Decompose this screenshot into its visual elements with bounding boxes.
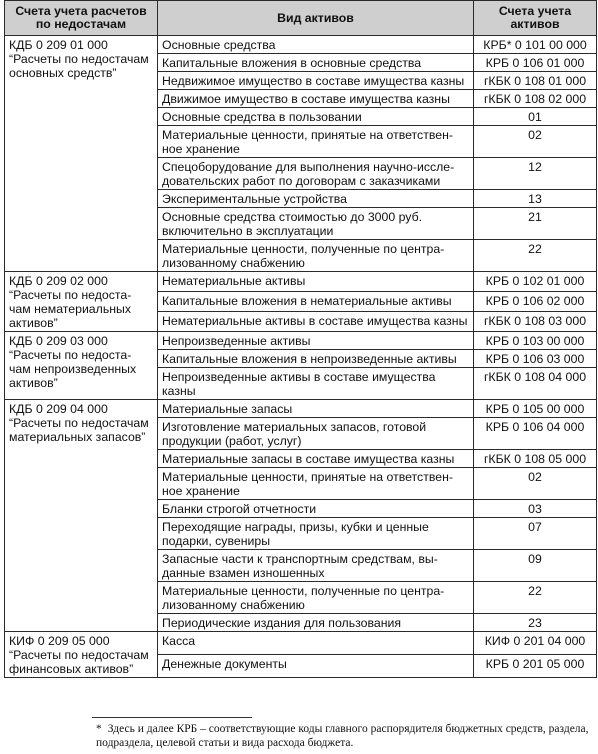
asset-type-cell: Нематериальные активы — [158, 272, 474, 292]
asset-type-cell: Денежные документы — [158, 655, 474, 678]
asset-type-cell: Нематериальные активы в составе имущества казны — [158, 312, 474, 332]
asset-account-cell: 22 — [474, 240, 597, 272]
account-code: КИФ 0 209 05 000 — [9, 634, 110, 648]
asset-type-cell: Непроизведенные активы в составе имущества казны — [158, 368, 474, 400]
asset-account-cell: КРБ 0 106 01 000 — [474, 54, 597, 72]
account-name: “Расчеты по недостачам материальных запасов” — [9, 416, 149, 444]
asset-type-cell: Экспериментальные устройства — [158, 190, 474, 208]
footnote-mark: * — [96, 723, 102, 735]
table-row — [5, 332, 597, 350]
asset-type-cell: Материальные запасы в составе имущества казны — [158, 450, 474, 468]
asset-type-cell: Касса — [158, 632, 474, 655]
asset-type-cell: Основные средства — [158, 36, 474, 54]
asset-type-cell: Материальные ценности, принятые на ответствен-ное хранение — [158, 468, 474, 500]
asset-account-cell: 09 — [474, 550, 597, 582]
asset-account-cell: КРБ 0 106 04 000 — [474, 418, 597, 450]
account-name: “Расчеты по недостачам финансовых активов” — [9, 648, 149, 676]
asset-account-cell: 02 — [474, 126, 597, 158]
asset-type-cell: Капитальные вложения в нематериальные активы — [158, 292, 474, 312]
asset-type-cell: Бланки строгой отчетности — [158, 500, 474, 518]
asset-type-cell: Запасные части к транспортным средствам, вы-данные взамен изношенных — [158, 550, 474, 582]
account-code: КДБ 0 209 01 000 — [9, 38, 108, 52]
asset-account-cell: 03 — [474, 500, 597, 518]
asset-account-cell: гКБК 0 108 04 000 — [474, 368, 597, 400]
asset-type-cell: Основные средства в пользовании — [158, 108, 474, 126]
asset-type-cell: Изготовление материальных запасов, готовой продукции (работ, услуг) — [158, 418, 474, 450]
account-cell — [5, 272, 158, 332]
asset-account-cell: КРБ 0 106 03 000 — [474, 350, 597, 368]
table-row — [5, 272, 597, 292]
footnote — [96, 722, 592, 750]
account-name: “Расчеты по недоста-чам нематериальных активов” — [9, 288, 132, 330]
asset-account-cell: КРБ 0 102 01 000 — [474, 272, 597, 292]
asset-type-cell: Периодические издания для пользования — [158, 614, 474, 632]
table-row — [5, 400, 597, 418]
asset-type-cell: Материальные ценности, полученные по центра-лизованному снабжению — [158, 240, 474, 272]
table-header-row — [5, 1, 597, 36]
asset-account-cell: КРБ 0 106 02 000 — [474, 292, 597, 312]
table-row — [5, 632, 597, 655]
assets-table — [4, 0, 597, 678]
asset-account-cell: гКБК 0 108 02 000 — [474, 90, 597, 108]
asset-type-cell: Материальные запасы — [158, 400, 474, 418]
asset-type-cell: Материальные ценности, полученные по центра-лизованному снабжению — [158, 582, 474, 614]
account-cell — [5, 632, 158, 678]
asset-account-cell: КРБ* 0 101 00 000 — [474, 36, 597, 54]
asset-type-cell: Капитальные вложения в непроизведенные активы — [158, 350, 474, 368]
asset-account-cell: КРБ 0 105 00 000 — [474, 400, 597, 418]
header-asset-accounts: Счета учета активов — [474, 1, 597, 36]
asset-type-cell: Непроизведенные активы — [158, 332, 474, 350]
asset-type-cell: Основные средства стоимостью до 3000 руб. включительно в эксплуатации — [158, 208, 474, 240]
account-cell — [5, 400, 158, 632]
asset-account-cell: 23 — [474, 614, 597, 632]
asset-account-cell: 01 — [474, 108, 597, 126]
account-code: КДБ 0 209 02 000 — [9, 274, 108, 288]
asset-type-cell: Переходящие награды, призы, кубки и ценные подарки, сувениры — [158, 518, 474, 550]
asset-account-cell: 21 — [474, 208, 597, 240]
table-row — [5, 36, 597, 54]
asset-account-cell: КРБ 0 201 05 000 — [474, 655, 597, 678]
account-name: “Расчеты по недостачам основных средств” — [9, 52, 149, 80]
asset-type-cell: Материальные ценности, принятые на ответствен-ное хранение — [158, 126, 474, 158]
asset-type-cell: Недвижимое имущество в составе имущества казны — [158, 72, 474, 90]
header-asset-type: Вид активов — [158, 1, 474, 36]
account-code: КДБ 0 209 04 000 — [9, 402, 108, 416]
asset-account-cell: КРБ 0 103 00 000 — [474, 332, 597, 350]
footnote-divider — [92, 717, 252, 718]
table-body — [5, 36, 597, 678]
asset-account-cell: 02 — [474, 468, 597, 500]
account-name: “Расчеты по недоста-чам непроизведенных активов” — [9, 348, 137, 390]
asset-type-cell: Капитальные вложения в основные средства — [158, 54, 474, 72]
asset-account-cell: гКБК 0 108 01 000 — [474, 72, 597, 90]
account-code: КДБ 0 209 03 000 — [9, 334, 108, 348]
asset-type-cell: Спецоборудование для выполнения научно-иссле-довательских работ по договорам с заказчиками — [158, 158, 474, 190]
header-accounts: Счета учета расчетов по недостачам — [5, 1, 158, 36]
asset-account-cell: 13 — [474, 190, 597, 208]
asset-account-cell: гКБК 0 108 05 000 — [474, 450, 597, 468]
account-cell — [5, 332, 158, 400]
footnote-text: Здесь и далее КРБ – соответствующие коды главного распорядителя бюджетных средств, раздела, подраздела, целевой статьи и вида расхода бюджета. — [96, 723, 589, 749]
asset-type-cell: Движимое имущество в составе имущества казны — [158, 90, 474, 108]
asset-account-cell: гКБК 0 108 03 000 — [474, 312, 597, 332]
asset-account-cell: 12 — [474, 158, 597, 190]
asset-account-cell: 22 — [474, 582, 597, 614]
account-cell — [5, 36, 158, 272]
asset-account-cell: 07 — [474, 518, 597, 550]
asset-account-cell: КИФ 0 201 04 000 — [474, 632, 597, 655]
